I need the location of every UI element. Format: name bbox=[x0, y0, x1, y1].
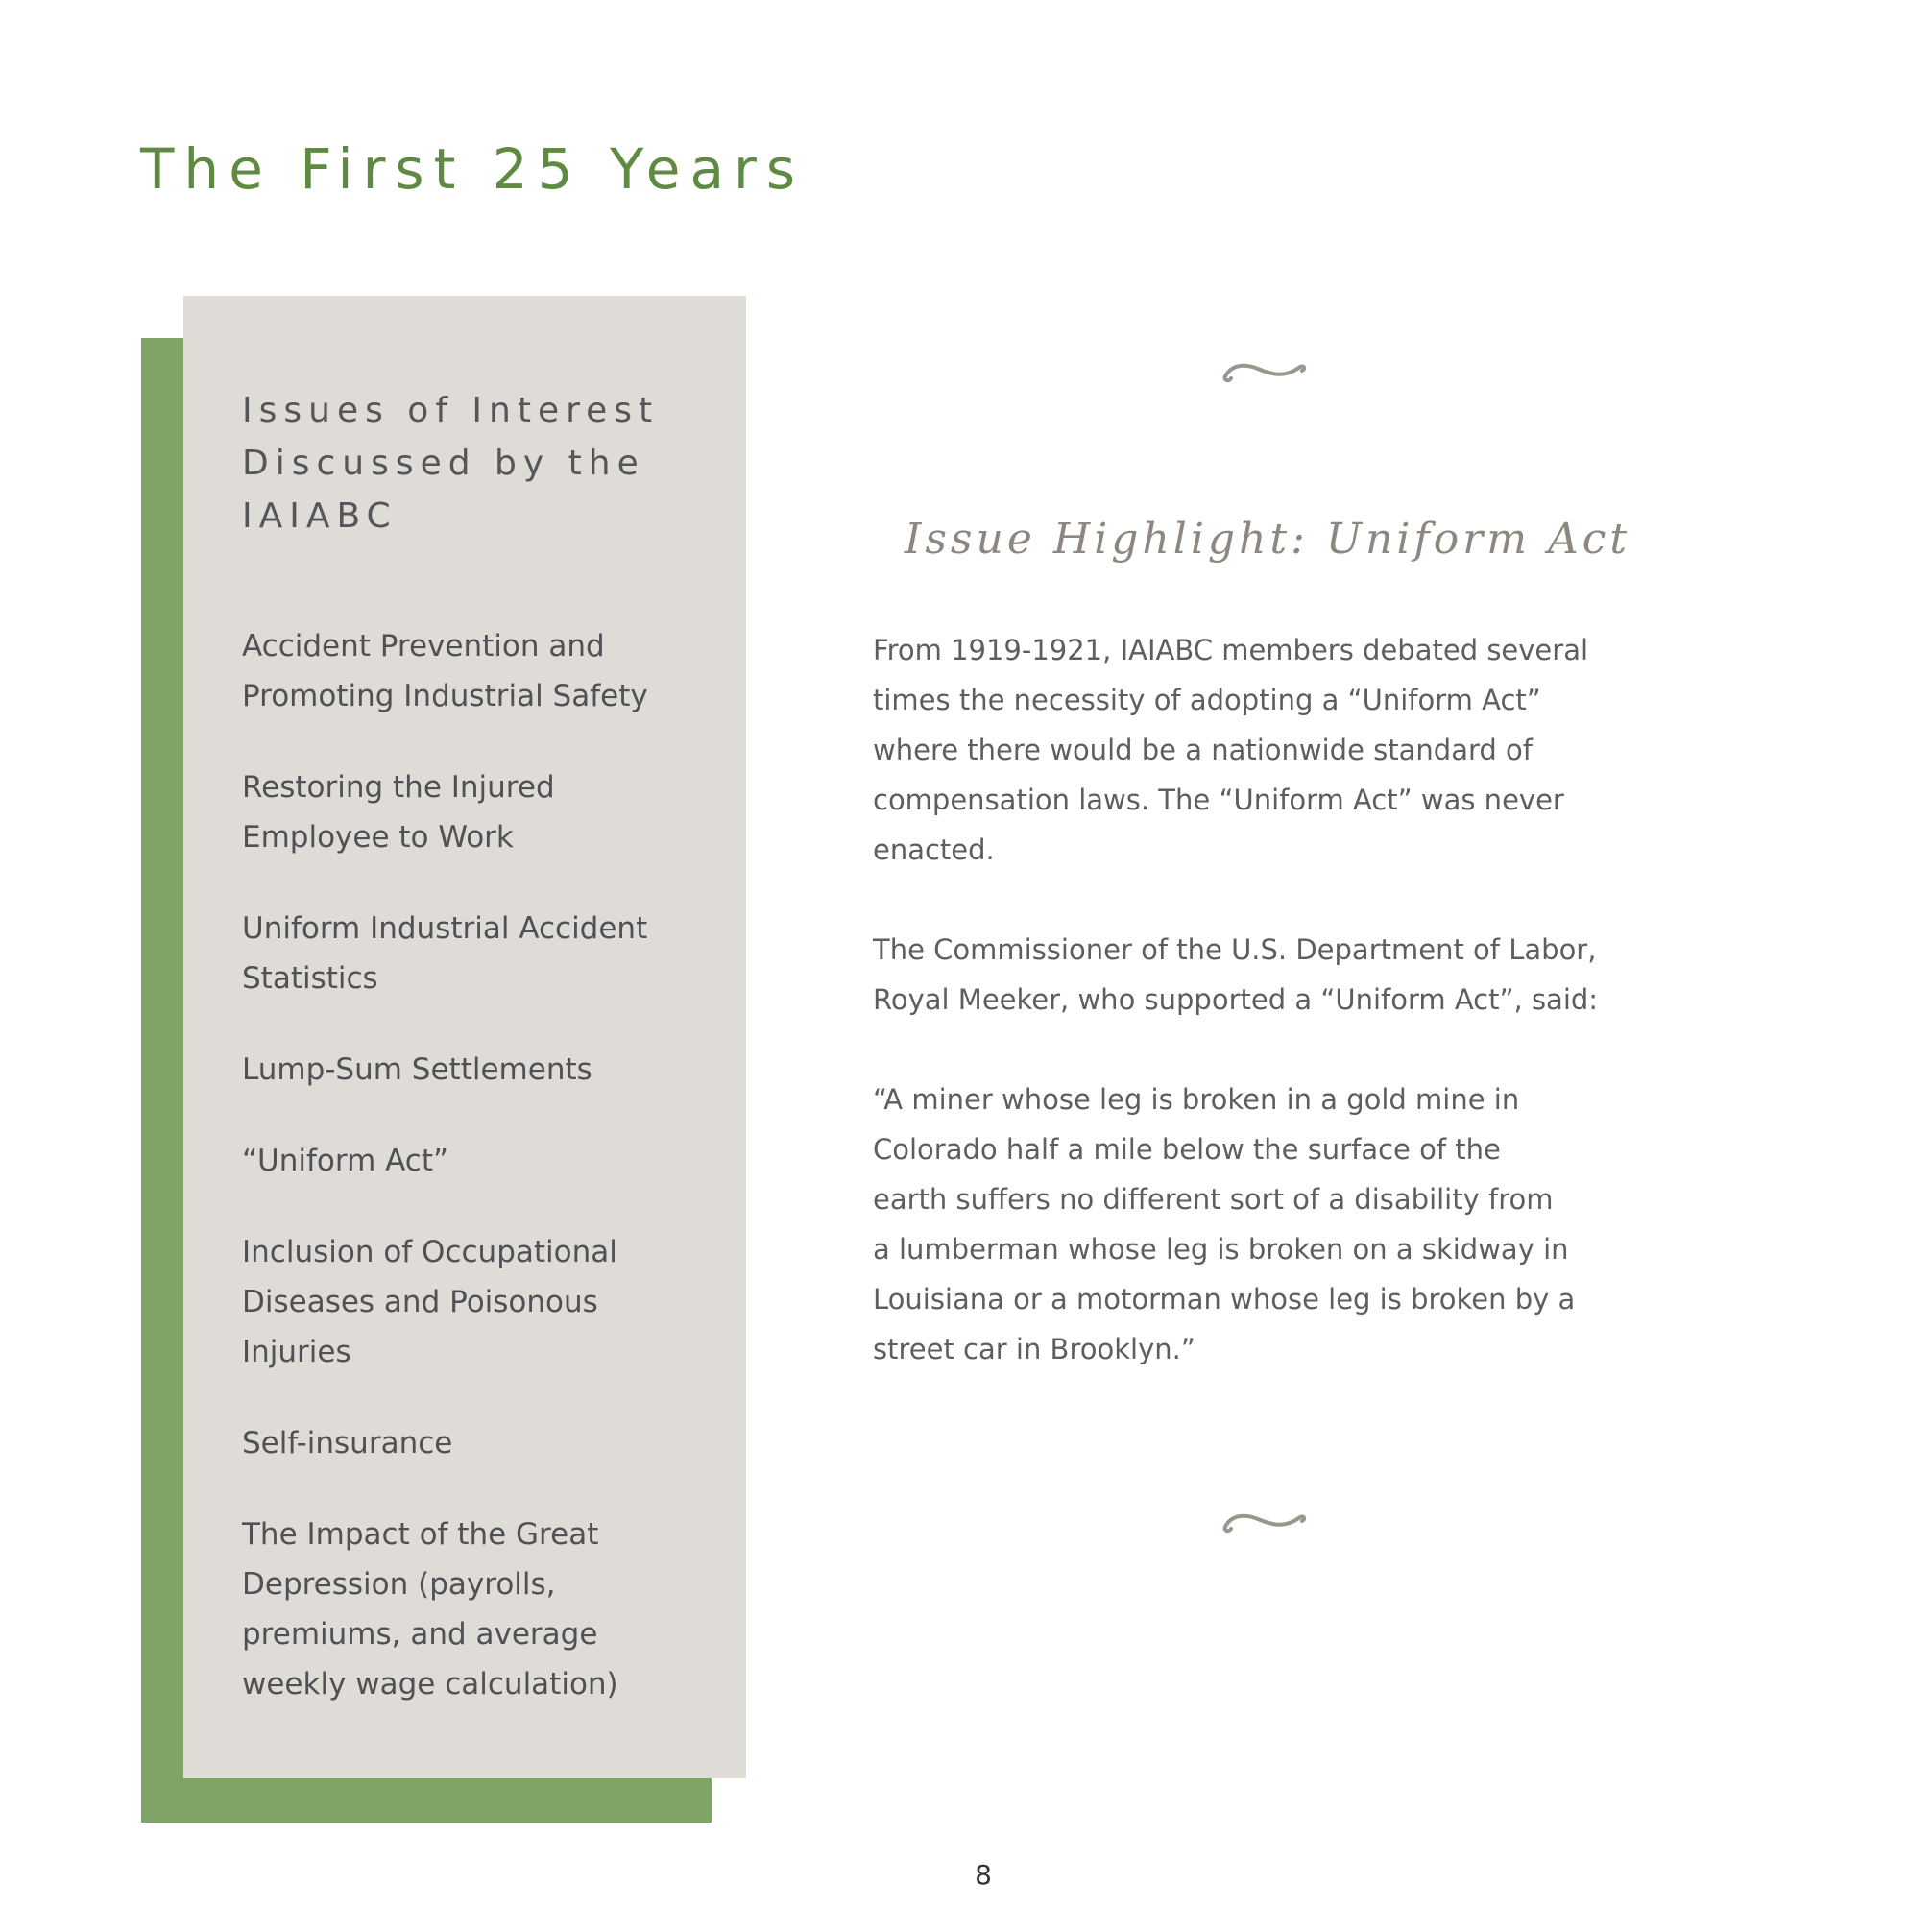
highlight-body bbox=[873, 625, 1679, 1424]
flourish-ornament-icon bbox=[1221, 355, 1308, 388]
issues-list bbox=[242, 621, 708, 1709]
sidebar-heading: Issues of Interest Discussed by the IAIABC bbox=[242, 391, 660, 536]
list-item: “Uniform Act” bbox=[242, 1144, 449, 1178]
flourish-ornament-icon bbox=[1221, 1506, 1308, 1538]
highlight-title: Issue Highlight: Uniform Act bbox=[904, 515, 1631, 564]
highlight-quote: “A miner whose leg is broken in a gold mine in Colorado half a mile below the surface of the earth suffers no different sort of a disability from a lumberman whose leg is broken on a skidway in Louisiana or a motorman whose leg is broken by a street car in Brooklyn.” bbox=[873, 1083, 1576, 1365]
highlight-paragraph: The Commissioner of the U.S. Department of Labor, Royal Meeker, who supported a “Uniform Act”, said: bbox=[873, 933, 1599, 1016]
list-item: Accident Prevention and Promoting Industrial Safety bbox=[242, 629, 648, 713]
list-item: The Impact of the Great Depression (payrolls, premiums, and average weekly wage calculation) bbox=[242, 1517, 618, 1702]
list-item: Lump-Sum Settlements bbox=[242, 1052, 592, 1087]
issues-sidebar bbox=[183, 296, 746, 1778]
list-item: Uniform Industrial Accident Statistics bbox=[242, 911, 648, 996]
highlight-paragraph: From 1919-1921, IAIABC members debated several times the necessity of adopting a “Uniform Act” where there would be a nationwide standard of compensation laws. The “Uniform Act” was never enacted. bbox=[873, 634, 1589, 866]
list-item: Inclusion of Occupational Diseases and Poisonous Injuries bbox=[242, 1235, 617, 1369]
page-number: 8 bbox=[975, 1859, 992, 1891]
list-item: Restoring the Injured Employee to Work bbox=[242, 770, 555, 855]
list-item: Self-insurance bbox=[242, 1426, 453, 1461]
page-title: The First 25 Years bbox=[140, 136, 806, 202]
